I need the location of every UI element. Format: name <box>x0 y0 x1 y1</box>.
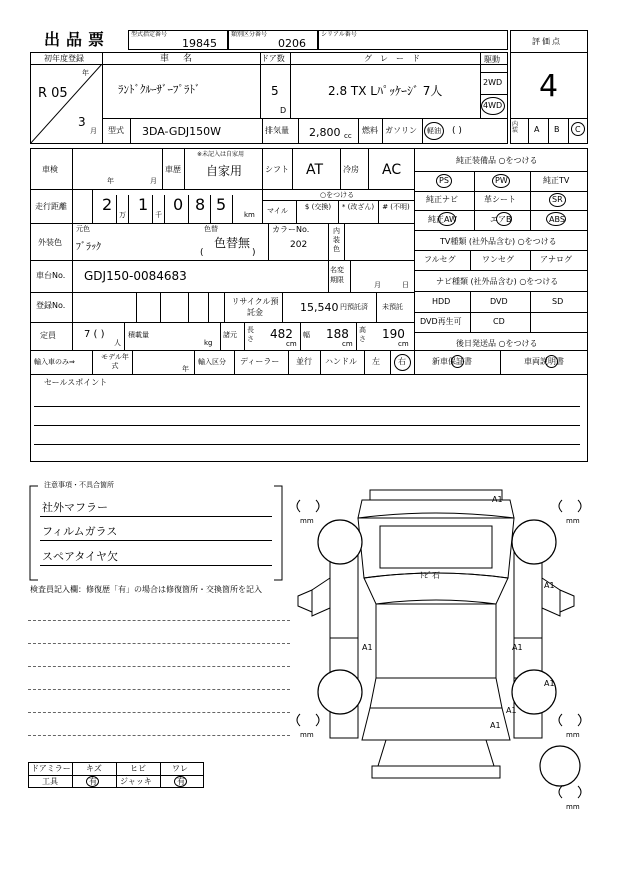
grade-col-label: グレード <box>364 54 428 63</box>
history-value: 自家用 <box>206 164 243 178</box>
shift-label: シフト <box>265 165 289 174</box>
mileage-circle-note: ○をつける <box>320 191 355 199</box>
model-year-label: モデル年式 <box>101 353 129 370</box>
mileage-digit-1: 2 <box>102 195 113 214</box>
name-change-label: 名変期限 <box>330 266 344 284</box>
aircon-label: 冷房 <box>343 165 359 174</box>
note-line-2: フィルムガラス <box>42 525 118 538</box>
chassis-label: 車台No. <box>36 271 66 280</box>
mileage-digit-3: 0 <box>173 195 184 214</box>
fuel-label: 燃料 <box>362 126 378 135</box>
parallel-label: 並行 <box>296 357 312 366</box>
model-label: 型式 <box>108 126 124 135</box>
parts-tool-mark <box>86 776 99 787</box>
page-title: 出品票 <box>44 30 111 49</box>
history-label: 車歴 <box>165 165 181 174</box>
dealer-label: ディーラー <box>240 357 280 366</box>
handle-left: 左 <box>372 357 380 366</box>
navi-sd: SD <box>552 297 564 306</box>
later-manual: 車両説明書 <box>524 357 564 366</box>
color-no-label: カラーNo. <box>272 225 310 234</box>
damage-rear-bumper: A1 <box>506 706 517 715</box>
dims-label: 諸元 <box>223 331 237 339</box>
grade-value: 4 <box>539 69 559 104</box>
shift-value: AT <box>306 162 324 178</box>
recycle-status-unpaid: 未預託 <box>382 303 403 311</box>
grade-value-text: 2.8 TX Lﾊﾟｯｹｰｼﾞ 7人 <box>328 84 443 98</box>
length-label: 長さ <box>247 326 254 343</box>
drive-selected-mark <box>481 97 505 115</box>
interior-color-label: 内装色 <box>333 227 340 253</box>
displacement-label: 排気量 <box>265 126 289 135</box>
mileage-exchanged: $ (交換) <box>304 203 332 211</box>
name-change-day: 日 <box>402 281 409 289</box>
capacity-unit: 人 <box>114 339 121 347</box>
mm-rear-left: mm <box>300 731 314 739</box>
sales-point-label: セールスポイント <box>44 378 108 387</box>
width-value: 188 <box>326 327 349 341</box>
first-reg-year: R 05 <box>38 86 68 101</box>
mileage-unknown: # (不明) <box>382 203 410 211</box>
damage-chip: ﾄﾋﾞ石 <box>420 571 440 580</box>
width-unit: cm <box>342 340 353 348</box>
type-cert-label: 型式指定番号 <box>131 31 168 38</box>
interior-a: A <box>534 125 540 134</box>
serial-label: シリアル番号 <box>321 31 357 38</box>
equip-pw-mark <box>492 174 510 188</box>
handle-selected-mark <box>394 354 411 371</box>
note-line-3: スペアタイヤ欠 <box>42 550 119 563</box>
equip-aw: 純正AW <box>428 215 457 224</box>
import-label: 輸入車のみ⇒ <box>34 358 75 366</box>
mm-front-left: mm <box>300 517 314 525</box>
fuel-selected-mark <box>424 122 444 140</box>
equip-abs-mark <box>546 212 566 226</box>
mm-spare: mm <box>566 803 580 811</box>
equip-sr-mark <box>549 193 566 207</box>
equip-sr: SR <box>552 195 563 204</box>
displacement-value: 2,800 <box>309 126 341 139</box>
mileage-man: 万 <box>119 211 126 219</box>
type-cert-value: 19845 <box>182 37 217 50</box>
equip-leather: 革シート <box>484 195 516 204</box>
parts-tool-value: 有 <box>89 777 97 786</box>
outer-color-label: 外装色 <box>38 238 62 247</box>
drive-2wd: 2WD <box>483 78 503 87</box>
original-color-label: 元色 <box>76 225 90 233</box>
color-change-label: 色替 <box>204 225 218 233</box>
name-change-month: 月 <box>374 281 381 289</box>
length-unit: cm <box>286 340 297 348</box>
color-no-value: 202 <box>290 240 308 250</box>
inspector-label: 検査員記入欄：修復歴「有」の場合は修復箇所・交換箇所を記入 <box>30 585 262 594</box>
recycle-value: 15,540 <box>300 301 339 314</box>
length-value: 482 <box>270 327 293 341</box>
mileage-unit: km <box>244 211 255 219</box>
navi-dvd: DVD <box>490 297 508 306</box>
doors-value: 5 <box>271 84 279 98</box>
load-unit: kg <box>204 339 213 347</box>
color-change-value: 色替無 <box>214 236 251 250</box>
drive-4wd: 4WD <box>483 101 503 110</box>
doors-label: ドア数 <box>261 54 285 63</box>
doors-sub: D <box>280 106 287 115</box>
equip-airbag: エアB <box>490 215 512 224</box>
equip-pw: PW <box>495 176 508 185</box>
later-title: 後日発送品 ○をつける <box>456 339 538 348</box>
mileage-label: 走行距離 <box>35 202 67 211</box>
inspection-label: 車検 <box>42 165 58 174</box>
navi-dvd-play: DVD再生可 <box>420 317 462 326</box>
mileage-digit-2: 1 <box>138 195 149 214</box>
parts-break: ワレ <box>172 764 188 773</box>
interior-selected-mark <box>571 122 585 136</box>
name-label: 車名 <box>160 54 207 64</box>
tv-title: TV種類 (社外品含む) ○をつける <box>440 237 557 246</box>
damage-front-bumper: A1 <box>492 495 503 504</box>
parts-tool: 工具 <box>42 777 58 786</box>
parts-jack: ジャッキ <box>120 777 152 786</box>
navi-hdd: HDD <box>432 297 451 306</box>
fuel-other: ( ) <box>452 126 462 136</box>
damage-rear-right: A1 <box>490 721 501 730</box>
parts-mirror: ドアミラー <box>31 764 71 773</box>
tv-full: フルセグ <box>424 255 456 264</box>
equip-aw-mark <box>438 212 456 226</box>
handle-label: ハンドル <box>325 357 357 366</box>
note-line-1: 社外マフラー <box>42 501 108 514</box>
handle-right: 右 <box>398 357 406 366</box>
load-label: 積載量 <box>128 331 149 339</box>
damage-left-door: A1 <box>362 643 373 652</box>
capacity-label: 定員 <box>40 331 56 340</box>
color-paren-close: ) <box>252 248 256 258</box>
parts-jack-mark <box>174 776 187 787</box>
mileage-digit-5: 5 <box>216 195 227 214</box>
equip-ps-mark <box>436 174 452 188</box>
inspection-year: 年 <box>107 177 114 185</box>
tv-one: ワンセグ <box>482 255 514 264</box>
mm-front-right: mm <box>566 517 580 525</box>
model-value: 3DA-GDJ150W <box>142 125 222 138</box>
equip-airbag-mark <box>496 212 512 226</box>
displacement-unit: cc <box>344 132 352 140</box>
mileage-mile: マイル <box>267 207 288 215</box>
navi-cd: CD <box>493 317 505 326</box>
mm-rear-right: mm <box>566 731 580 739</box>
mileage-tampered: * (改ざん) <box>341 203 375 211</box>
capacity-value: 7 ( ) <box>84 329 105 340</box>
fuel-gasoline: ガソリン <box>385 126 417 135</box>
tv-analog: アナログ <box>540 255 572 264</box>
oem-title: 純正装備品 ○をつける <box>456 156 538 165</box>
damage-hood: A1 <box>544 581 555 590</box>
interior-grade-label: 内装 <box>512 121 519 134</box>
import-type-label: 輸入区分 <box>198 358 226 366</box>
parts-scratch: キズ <box>86 764 102 773</box>
first-reg-year-suffix: 年 <box>82 69 89 77</box>
height-value: 190 <box>382 327 405 341</box>
class-value: 0206 <box>278 37 306 50</box>
notes-title: 注意事項・不具合箇所 <box>44 481 114 489</box>
chassis-value: GDJ150-0084683 <box>84 269 187 283</box>
interior-b: B <box>554 125 560 134</box>
equip-ps: PS <box>439 176 449 185</box>
inspection-month: 月 <box>150 177 157 185</box>
width-label: 幅 <box>303 331 310 339</box>
aircon-value: AC <box>382 162 402 178</box>
first-reg-month: 3 <box>78 115 86 129</box>
equip-abs: ABS <box>549 215 565 224</box>
height-unit: cm <box>398 340 409 348</box>
class-label: 類別区分番号 <box>231 31 268 38</box>
mileage-digit-4: 8 <box>195 195 206 214</box>
original-color-value: ﾌﾞﾗｯｸ <box>76 242 101 253</box>
interior-c: C <box>575 125 581 134</box>
first-reg-label: 初年度登録 <box>44 54 84 63</box>
later-warranty-mark <box>451 355 464 368</box>
recycle-label: リサイクル預託金 <box>231 297 279 317</box>
reg-no-label: 登録No. <box>36 301 66 310</box>
damage-right-door: A1 <box>512 643 523 652</box>
first-reg-month-suffix: 月 <box>90 127 97 135</box>
drive-label: 駆動 <box>484 55 500 64</box>
mileage-sen: 千 <box>155 211 162 219</box>
parts-jack-value: 有 <box>177 777 185 786</box>
fuel-diesel: 軽油 <box>427 127 441 135</box>
later-manual-mark <box>545 355 558 368</box>
history-note: ※未記入は自家用 <box>197 151 245 158</box>
equip-tv: 純正TV <box>543 176 570 185</box>
height-label: 高さ <box>359 326 366 343</box>
color-paren-open: ( <box>200 248 204 258</box>
model-year-unit: 年 <box>182 365 189 373</box>
grade-label: 評価点 <box>532 37 562 46</box>
navi-title: ナビ種類 (社外品含む) ○をつける <box>436 277 559 286</box>
parts-crack: ヒビ <box>130 764 146 773</box>
later-warranty: 新車保証書 <box>432 357 472 366</box>
car-diagram <box>290 478 590 818</box>
damage-right-rear: A1 <box>544 679 555 688</box>
equip-navi: 純正ナビ <box>426 195 458 204</box>
recycle-status-paid: 円預託済 <box>340 303 368 311</box>
car-name: ﾗﾝﾄﾞｸﾙｰｻﾞｰﾌﾟﾗﾄﾞ <box>118 83 201 96</box>
